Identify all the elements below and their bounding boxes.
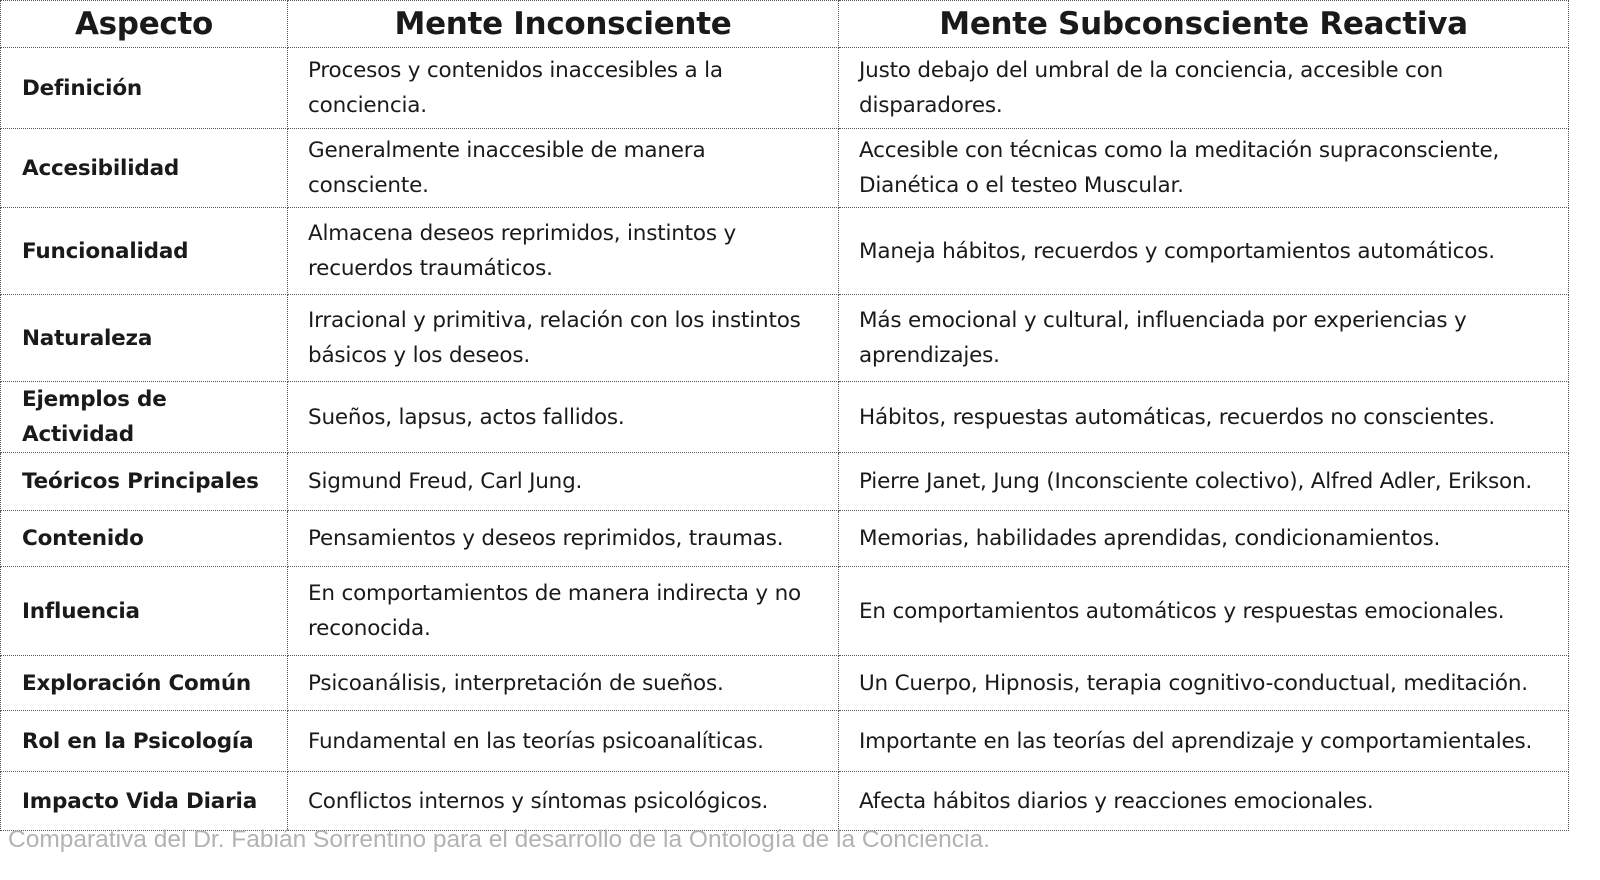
header-aspecto: Aspecto [1, 1, 288, 48]
table-row [1, 511, 1569, 567]
row-aspect: Influencia [1, 567, 288, 656]
row-subconsciente: Memorias, habilidades aprendidas, condicionamientos. [839, 511, 1569, 567]
table-row [1, 208, 1569, 295]
row-inconsciente: Irracional y primitiva, relación con los instintos básicos y los deseos. [288, 295, 839, 382]
row-inconsciente: Almacena deseos reprimidos, instintos y recuerdos traumáticos. [288, 208, 839, 295]
row-inconsciente: Procesos y contenidos inaccesibles a la conciencia. [288, 48, 839, 129]
row-aspect: Accesibilidad [1, 129, 288, 208]
header-row [1, 1, 1569, 48]
row-subconsciente: Importante en las teorías del aprendizaje y comportamientales. [839, 711, 1569, 772]
row-aspect: Rol en la Psicología [1, 711, 288, 772]
header-mente-subconsciente: Mente Subconsciente Reactiva [839, 1, 1569, 48]
row-subconsciente: Afecta hábitos diarios y reacciones emocionales. [839, 772, 1569, 831]
row-aspect: Ejemplos de Actividad [1, 382, 288, 453]
table-row [1, 48, 1569, 129]
table-row [1, 295, 1569, 382]
table-row [1, 772, 1569, 831]
row-subconsciente: Pierre Janet, Jung (Inconsciente colectivo), Alfred Adler, Erikson. [839, 453, 1569, 511]
row-aspect: Definición [1, 48, 288, 129]
row-subconsciente: Más emocional y cultural, influenciada por experiencias y aprendizajes. [839, 295, 1569, 382]
row-inconsciente: Pensamientos y deseos reprimidos, traumas. [288, 511, 839, 567]
row-inconsciente: Psicoanálisis, interpretación de sueños. [288, 656, 839, 711]
row-inconsciente: Conflictos internos y síntomas psicológicos. [288, 772, 839, 831]
header-mente-inconsciente: Mente Inconsciente [288, 1, 839, 48]
row-aspect: Impacto Vida Diaria [1, 772, 288, 831]
row-aspect: Naturaleza [1, 295, 288, 382]
row-inconsciente: Sueños, lapsus, actos fallidos. [288, 382, 839, 453]
table-row [1, 453, 1569, 511]
row-aspect: Teóricos Principales [1, 453, 288, 511]
row-inconsciente: Generalmente inaccesible de manera consciente. [288, 129, 839, 208]
table-row [1, 711, 1569, 772]
row-subconsciente: Justo debajo del umbral de la conciencia, accesible con disparadores. [839, 48, 1569, 129]
row-subconsciente: Accesible con técnicas como la meditación supraconsciente, Dianética o el testeo Muscular. [839, 129, 1569, 208]
row-aspect: Contenido [1, 511, 288, 567]
table-row [1, 382, 1569, 453]
row-subconsciente: En comportamientos automáticos y respuestas emocionales. [839, 567, 1569, 656]
row-aspect: Funcionalidad [1, 208, 288, 295]
row-subconsciente: Un Cuerpo, Hipnosis, terapia cognitivo-conductual, meditación. [839, 656, 1569, 711]
caption-text: Comparativa del Dr. Fabián Sorrentino para el desarrollo de la Ontología de la Conciencia. [8, 826, 990, 853]
row-subconsciente: Maneja hábitos, recuerdos y comportamientos automáticos. [839, 208, 1569, 295]
row-aspect: Exploración Común [1, 656, 288, 711]
row-inconsciente: Fundamental en las teorías psicoanalíticas. [288, 711, 839, 772]
table-row [1, 656, 1569, 711]
table-row [1, 129, 1569, 208]
row-inconsciente: Sigmund Freud, Carl Jung. [288, 453, 839, 511]
table-row [1, 567, 1569, 656]
row-subconsciente: Hábitos, respuestas automáticas, recuerdos no conscientes. [839, 382, 1569, 453]
row-inconsciente: En comportamientos de manera indirecta y no reconocida. [288, 567, 839, 656]
